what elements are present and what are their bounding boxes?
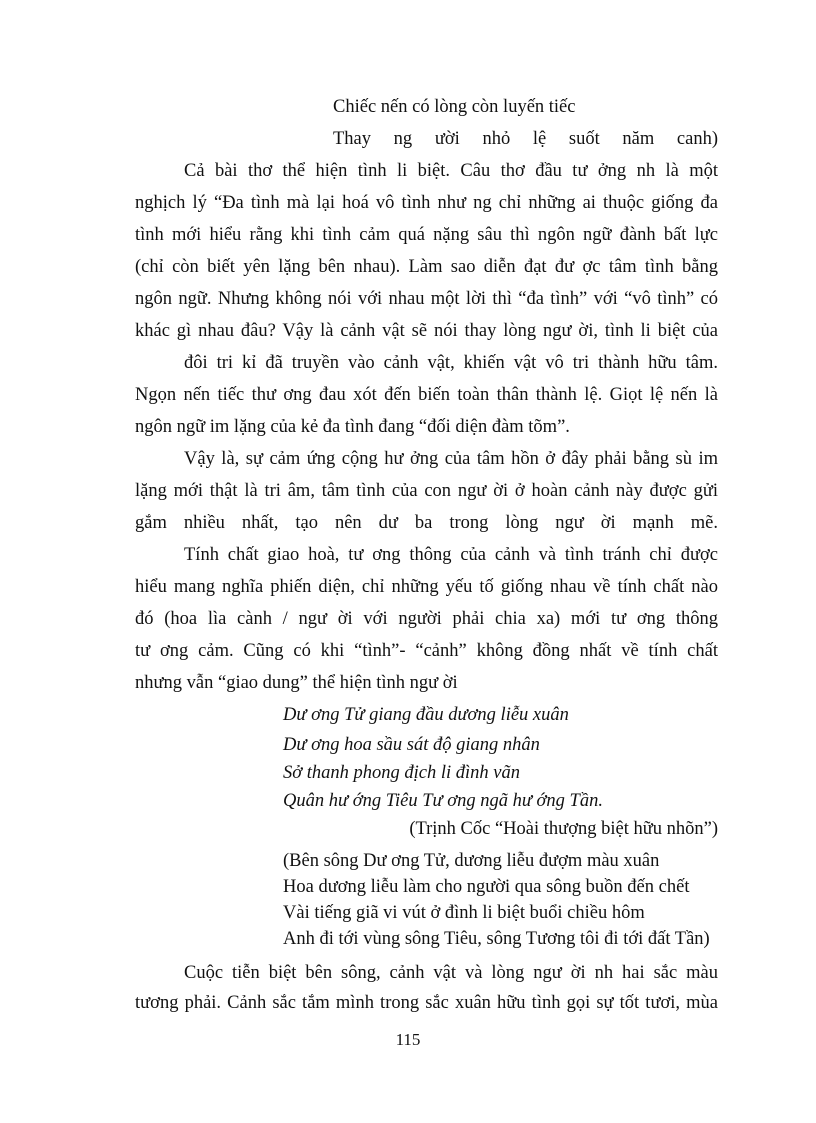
paragraph-line: (chỉ còn biết yên lặng bên nhau). Làm sao diễn đạt đư ợc tâm tình bằng [135, 257, 718, 277]
poem-line: Quân hư ớng Tiêu Tư ơng ngã hư ớng Tần. [283, 791, 603, 811]
paragraph-line: tương phải. Cảnh sắc tắm mình trong sắc xuân hữu tình gọi sự tốt tươi, mùa [135, 993, 718, 1013]
translation-line: Hoa dương liễu làm cho người qua sông buồn đến chết [283, 877, 690, 897]
paragraph-line: nhưng vẫn “giao dung” thể hiện tình ngư ời [135, 673, 458, 693]
paragraph-line: hiểu mang nghĩa phiến diện, chỉ những yếu tố giống nhau về tính chất nào [135, 577, 718, 597]
verse-line: Thay ng ười nhỏ lệ suốt năm canh) [333, 129, 718, 149]
translation-line: Vài tiếng giã vi vút ở đình li biệt buổi chiều hôm [283, 903, 645, 923]
poem-line: Dư ơng hoa sầu sát độ giang nhân [283, 735, 540, 755]
paragraph-line: khác gì nhau đâu? Vậy là cảnh vật sẽ nói thay lòng ngư ời, tình li biệt của [135, 321, 718, 341]
paragraph-line: ngôn ngữ im lặng của kẻ đa tình đang “đối diện đàm tõm”. [135, 417, 570, 437]
paragraph-line: đôi tri kỉ đã truyền vào cảnh vật, khiến vật vô tri thành hữu tâm. [184, 353, 718, 373]
paragraph-line: đó (hoa lìa cành / ngư ời với người phải chia xa) mới tư ơng thông [135, 609, 718, 629]
paragraph-line: tình mới hiểu rằng khi tình cảm quá nặng sâu thì ngôn ngữ đành bất lực [135, 225, 718, 245]
paragraph-line: ngôn ngữ. Nhưng không nói với nhau một lời thì “đa tình” với “vô tình” có [135, 289, 718, 309]
paragraph-line: nghịch lý “Đa tình mà lại hoá vô tình như ng chỉ những ai thuộc giống đa [135, 193, 718, 213]
translation-line: Anh đi tới vùng sông Tiêu, sông Tương tôi đi tới đất Tần) [283, 929, 710, 949]
paragraph-line: Vậy là, sự cảm ứng cộng hư ởng của tâm hồn ở đây phải bằng sù im [184, 449, 718, 469]
paragraph-line: lặng mới thật là tri âm, tâm tình của con ngư ời ở hoàn cảnh này được gửi [135, 481, 718, 501]
poem-attribution: (Trịnh Cốc “Hoài thượng biệt hữu nhõn”) [409, 819, 718, 839]
paragraph-line: Tính chất giao hoà, tư ơng thông của cảnh và tình tránh chỉ được [184, 545, 718, 565]
verse-line: Chiếc nến có lòng còn luyến tiếc [333, 97, 576, 117]
paragraph-line: tư ơng cảm. Cũng có khi “tình”- “cảnh” không đồng nhất về tính chất [135, 641, 718, 661]
paragraph-line: gắm nhiều nhất, tạo nên dư ba trong lòng ngư ời mạnh mẽ. [135, 513, 718, 533]
translation-line: (Bên sông Dư ơng Tử, dương liễu đượm màu xuân [283, 851, 660, 871]
paragraph-line: Cuộc tiễn biệt bên sông, cảnh vật và lòng ngư ời nh hai sắc màu [184, 963, 718, 983]
poem-line: Sở thanh phong địch li đình vãn [283, 763, 520, 783]
poem-line: Dư ơng Tử giang đầu dương liễu xuân [283, 705, 569, 725]
page-number: 115 [395, 1030, 421, 1049]
paragraph-line: Cả bài thơ thể hiện tình li biệt. Câu thơ đầu tư ởng nh là một [184, 161, 718, 181]
paragraph-line: Ngọn nến tiếc thư ơng đau xót đến biến toàn thân thành lệ. Giọt lệ nến là [135, 385, 718, 405]
